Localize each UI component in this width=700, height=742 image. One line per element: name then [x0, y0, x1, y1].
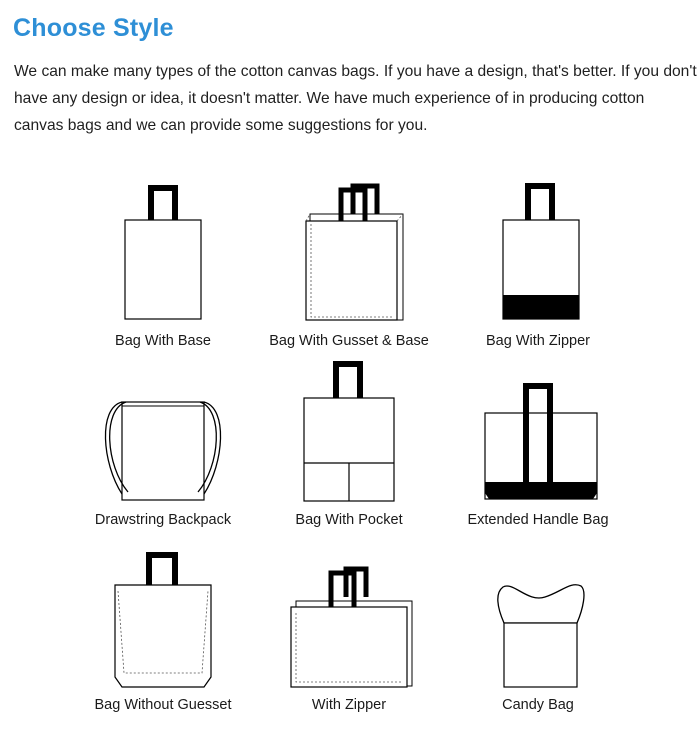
zipper-bag-icon — [433, 178, 643, 328]
style-label: Bag With Pocket — [295, 512, 403, 528]
candy-bag-icon — [433, 545, 643, 695]
drawstring-backpack-icon — [58, 358, 268, 508]
style-label: With Zipper — [311, 697, 387, 713]
extended-handle-bag-icon — [433, 358, 643, 508]
page-title: Choose Style — [13, 14, 174, 42]
style-label: Bag With Base — [115, 333, 211, 349]
gusset-bag-icon — [244, 178, 454, 328]
wide-zipper-bag-icon — [244, 545, 454, 695]
style-label: Candy Bag — [502, 697, 574, 713]
style-label: Bag With Zipper — [486, 333, 590, 349]
tote-bag-icon — [58, 178, 268, 328]
pocket-bag-icon — [244, 358, 454, 508]
style-label: Bag With Gusset & Base — [269, 333, 429, 349]
style-label: Extended Handle Bag — [467, 512, 609, 528]
style-label: Bag Without Guesset — [94, 697, 232, 713]
style-label: Drawstring Backpack — [94, 512, 232, 528]
intro-text: We can make many types of the cotton canvas bags. If you have a design, that's better. If you don't have any design or idea, it doesn't matter. We have much experience of in producing cotton canvas bags and we can provide some suggestions for you. — [14, 63, 697, 134]
flat-bag-icon — [58, 545, 268, 695]
